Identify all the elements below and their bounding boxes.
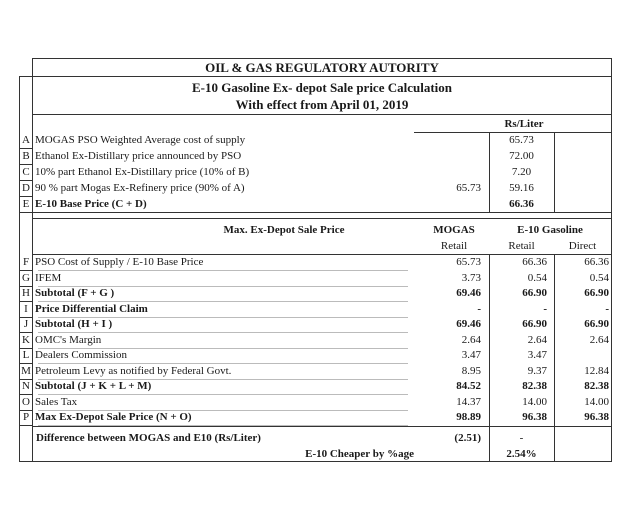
row-letter: L — [22, 349, 30, 361]
row-mogas-value: - — [477, 302, 481, 315]
top-section-bottom — [32, 212, 612, 213]
price-calculation-sheet — [14, 58, 612, 462]
col-e10-retail: Retail — [508, 240, 535, 252]
row-label: Subtotal (H + I ) — [35, 318, 113, 330]
row-label: Dealers Commission — [35, 349, 127, 361]
row-underline — [38, 425, 408, 426]
row-direct-value: 82.38 — [584, 380, 609, 392]
footer-col-divider-1 — [489, 426, 490, 462]
border-bottom — [32, 461, 612, 462]
row-underline — [38, 270, 408, 271]
row-letter: D — [22, 182, 30, 194]
row-label: 10% part Ethanol Ex-Distillary price (10% of B) — [35, 166, 250, 178]
row-letter: P — [22, 411, 30, 423]
row-label: Sales Tax — [35, 395, 78, 408]
row-letter: K — [22, 333, 30, 346]
row-direct-value: 14.00 — [584, 395, 609, 408]
row-label: Subtotal (F + G ) — [35, 287, 115, 299]
col-mogas-header: MOGAS — [433, 224, 475, 236]
bottom-heading: Max. Ex-Depot Sale Price — [223, 224, 345, 236]
letter-divider — [19, 180, 33, 181]
row-direct-value: 66.90 — [584, 318, 609, 330]
row-retail-value: 66.36 — [522, 256, 547, 268]
row-retail-value: 66.90 — [522, 287, 547, 299]
row-direct-value: 66.90 — [584, 287, 609, 299]
row-mogas-value: 69.46 — [456, 318, 481, 330]
row-letter: M — [21, 364, 31, 377]
row-direct-value: 0.54 — [589, 271, 609, 284]
header-divider-1 — [32, 76, 612, 77]
col-e10-header: E-10 Gasoline — [517, 224, 583, 236]
row-retail-value: 14.00 — [522, 395, 547, 408]
row-underline — [38, 394, 408, 395]
row-letter: I — [24, 302, 28, 315]
row-letter: C — [22, 166, 30, 178]
letter-divider — [19, 196, 33, 197]
row-retail-value: 0.54 — [527, 271, 547, 284]
row-retail-value: 66.90 — [522, 318, 547, 330]
row-label: IFEM — [35, 271, 62, 284]
top-col-divider-2 — [554, 132, 555, 212]
difference-mogas: (2.51) — [454, 432, 481, 444]
row-letter: F — [22, 256, 30, 268]
row-letter: E — [22, 198, 30, 210]
row-letter: H — [22, 287, 30, 299]
row-label: Price Differential Claim — [35, 302, 148, 315]
row-value: 7.20 — [511, 166, 532, 178]
row-label: 90 % part Mogas Ex-Refinery price (90% of A) — [35, 182, 245, 194]
row-direct-value: 96.38 — [584, 411, 609, 423]
row-value: 65.73 — [509, 134, 534, 146]
row-mogas-value: 84.52 — [456, 380, 481, 392]
letter-divider — [19, 164, 33, 165]
row-mogas-value: 3.47 — [461, 349, 481, 361]
row-label: OMC's Margin — [35, 333, 102, 346]
letter-column-top — [19, 76, 33, 77]
row-letter: G — [22, 271, 30, 284]
footer-col-divider-2 — [554, 426, 555, 462]
difference-retail: - — [519, 432, 524, 444]
letter-column-bottom — [19, 461, 33, 462]
row-direct-value: 2.64 — [589, 333, 609, 346]
effect-date: With effect from April 01, 2019 — [235, 97, 409, 112]
org-title: OIL & GAS REGULATORY AUTORITY — [205, 60, 439, 75]
cheaper-value: 2.54% — [506, 448, 537, 460]
calc-title: E-10 Gasoline Ex- depot Sale price Calculation — [192, 80, 452, 95]
row-retail-value: 96.38 — [522, 411, 547, 423]
row-mogas-value: 8.95 — [461, 364, 481, 377]
col-mogas-retail: Retail — [440, 240, 468, 252]
row-label: Subtotal (J + K + L + M) — [35, 380, 152, 392]
row-mogas-value: 2.64 — [461, 333, 481, 346]
bottom-section-end — [32, 426, 612, 427]
unit-underline — [414, 132, 612, 133]
unit-header: Rs/Liter — [504, 118, 544, 130]
row-mogas-value: 65.73 — [456, 256, 481, 268]
row-letter: O — [22, 395, 30, 408]
bottom-section-top — [32, 218, 612, 219]
letter-divider — [19, 212, 33, 213]
row-retail-value: 3.47 — [527, 349, 547, 361]
header-divider-2 — [32, 114, 612, 115]
border-right — [611, 58, 612, 462]
row-value: 59.16 — [509, 182, 534, 194]
row-mogas-value: 14.37 — [456, 395, 481, 408]
row-label: PSO Cost of Supply / E-10 Base Price — [35, 256, 204, 268]
row-mogas-value: 69.46 — [456, 287, 481, 299]
row-label: MOGAS PSO Weighted Average cost of supply — [35, 134, 246, 146]
row-label: Ethanol Ex-Distillary price announced by PSO — [35, 150, 242, 162]
row-retail-value: 9.37 — [527, 364, 547, 377]
cheaper-label: E-10 Cheaper by %age — [305, 448, 414, 460]
letter-divider — [19, 148, 33, 149]
row-retail-value: - — [543, 302, 547, 315]
row-letter: J — [23, 318, 29, 330]
row-letter: B — [22, 150, 30, 162]
row-value: 66.36 — [509, 198, 534, 210]
row-direct-value: - — [605, 302, 609, 315]
row-label: E-10 Base Price (C + D) — [35, 198, 147, 210]
row-direct-value: 66.36 — [584, 256, 609, 268]
row-letter: A — [22, 134, 30, 146]
row-mogas-value: 3.73 — [461, 271, 481, 284]
row-mogas-value: 65.73 — [456, 182, 481, 194]
col-e10-direct: Direct — [568, 240, 597, 252]
border-top — [32, 58, 612, 59]
row-label: Petroleum Levy as notified by Federal Govt. — [35, 364, 232, 377]
row-direct-value: 12.84 — [584, 364, 609, 377]
bottom-header-divider — [32, 254, 612, 255]
row-retail-value: 2.64 — [527, 333, 547, 346]
row-letter: N — [22, 380, 30, 392]
difference-label: Difference between MOGAS and E10 (Rs/Liter) — [36, 432, 261, 444]
row-label: Max Ex-Depot Sale Price (N + O) — [35, 411, 192, 423]
row-mogas-value: 98.89 — [456, 411, 481, 423]
letter-divider — [19, 425, 33, 426]
row-value: 72.00 — [509, 150, 534, 162]
row-retail-value: 82.38 — [522, 380, 547, 392]
